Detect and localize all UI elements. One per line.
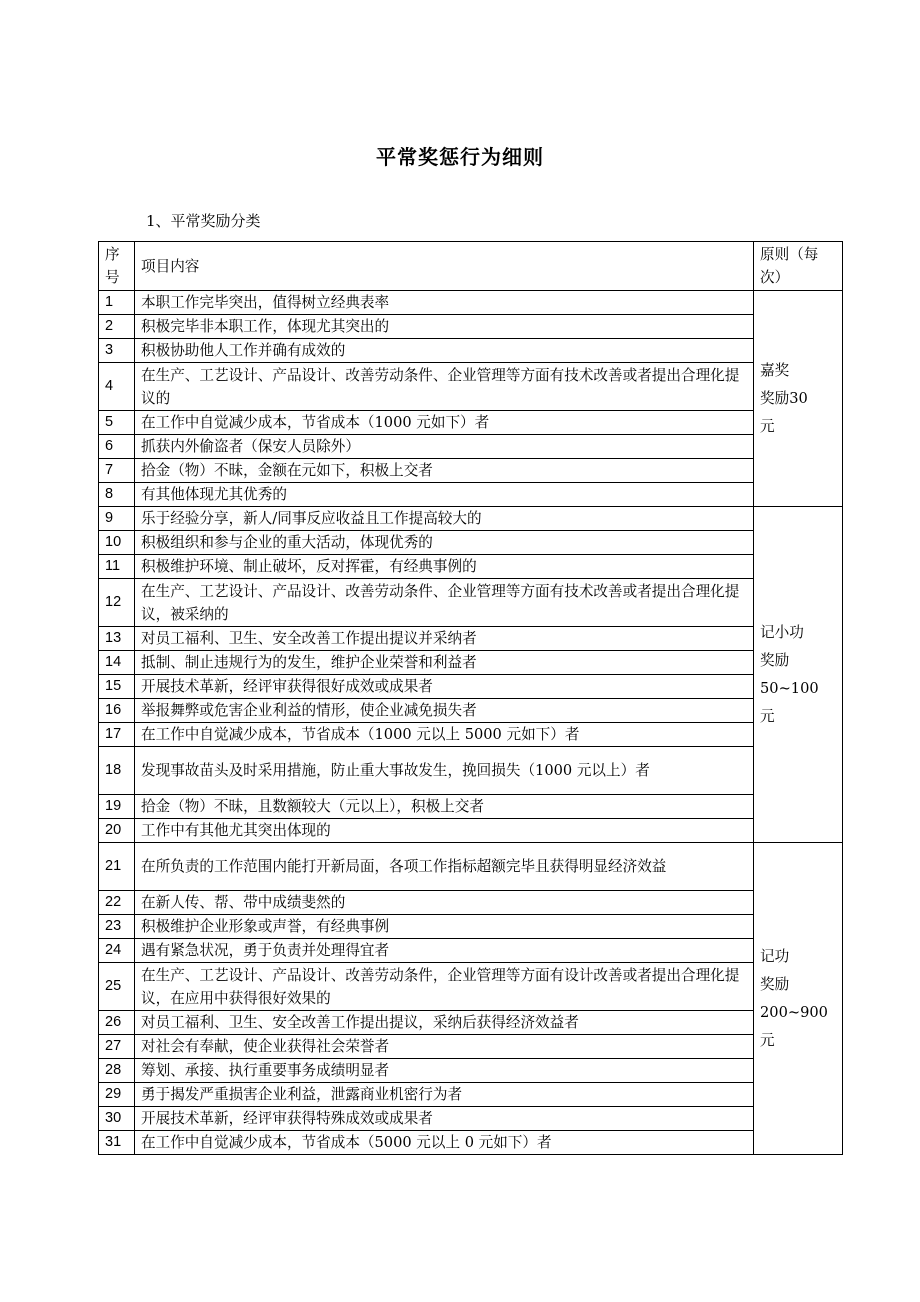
table-row: [99, 411, 843, 435]
row-content: 本职工作完毕突出，值得树立经典表率: [135, 291, 754, 315]
row-number: 9: [99, 507, 135, 531]
table-row: [99, 291, 843, 315]
header-rule: 原则（每次）: [754, 242, 843, 291]
row-number: 12: [99, 579, 135, 627]
row-content: 拾金（物）不昧，且数额较大（元以上），积极上交者: [135, 795, 754, 819]
row-number: 14: [99, 651, 135, 675]
row-number: 18: [99, 747, 135, 795]
row-content: 在生产、工艺设计、产品设计、改善劳动条件，企业管理等方面有设计改善或者提出合理化提议，在应用中获得很好效果的: [135, 963, 754, 1011]
row-number: 2: [99, 315, 135, 339]
row-content: 积极维护环境、制止破坏，反对挥霍，有经典事例的: [135, 555, 754, 579]
row-content: 开展技术革新，经评审获得特殊成效或成果者: [135, 1107, 754, 1131]
row-number: 3: [99, 339, 135, 363]
row-content: 勇于揭发严重损害企业利益，泄露商业机密行为者: [135, 1083, 754, 1107]
row-content: 开展技术革新，经评审获得很好成效或成果者: [135, 675, 754, 699]
row-number: 1: [99, 291, 135, 315]
table-row: [99, 507, 843, 531]
row-number: 27: [99, 1035, 135, 1059]
header-num: 序号: [99, 242, 135, 291]
reward-rules-table: [98, 241, 843, 1155]
table-row: [99, 483, 843, 507]
row-number: 24: [99, 939, 135, 963]
row-content: 发现事故苗头及时采用措施，防止重大事故发生，挽回损失（1000 元以上）者: [135, 747, 754, 795]
row-number: 19: [99, 795, 135, 819]
reward-rule: 嘉奖 奖励30 元: [754, 291, 843, 507]
row-content: 对员工福利、卫生、安全改善工作提出提议，采纳后获得经济效益者: [135, 1011, 754, 1035]
row-number: 28: [99, 1059, 135, 1083]
row-number: 6: [99, 435, 135, 459]
reward-rule: 记小功 奖励 50~100 元: [754, 507, 843, 843]
row-content: 积极维护企业形象或声誉，有经典事例: [135, 915, 754, 939]
row-content: 对员工福利、卫生、安全改善工作提出提议并采纳者: [135, 627, 754, 651]
row-content: 在工作中自觉减少成本，节省成本（1000 元如下）者: [135, 411, 754, 435]
row-number: 31: [99, 1131, 135, 1155]
row-content: 积极完毕非本职工作，体现尤其突出的: [135, 315, 754, 339]
table-row: [99, 651, 843, 675]
row-number: 4: [99, 363, 135, 411]
page-title: 平常奖惩行为细则: [376, 145, 544, 169]
table-row: [99, 723, 843, 747]
reward-rules-body: [99, 242, 843, 1155]
table-row: [99, 1059, 843, 1083]
row-number: 8: [99, 483, 135, 507]
row-content: 遇有紧急状况，勇于负责并处理得宜者: [135, 939, 754, 963]
table-row: [99, 1107, 843, 1131]
table-row: [99, 843, 843, 891]
table-row: [99, 579, 843, 627]
row-number: 10: [99, 531, 135, 555]
table-row: [99, 1083, 843, 1107]
table-row: [99, 1011, 843, 1035]
row-number: 15: [99, 675, 135, 699]
row-number: 25: [99, 963, 135, 1011]
table-row: [99, 531, 843, 555]
table-row: [99, 1131, 843, 1155]
row-content: 抓获内外偷盗者（保安人员除外）: [135, 435, 754, 459]
row-content: 抵制、制止违规行为的发生，维护企业荣誉和利益者: [135, 651, 754, 675]
table-row: [99, 939, 843, 963]
row-number: 21: [99, 843, 135, 891]
row-content: 在工作中自觉减少成本，节省成本（5000 元以上 0 元如下）者: [135, 1131, 754, 1155]
table-row: [99, 963, 843, 1011]
table-row: [99, 315, 843, 339]
table-row: [99, 747, 843, 795]
row-content: 拾金（物）不昧，金额在元如下，积极上交者: [135, 459, 754, 483]
table-row: [99, 363, 843, 411]
row-number: 20: [99, 819, 135, 843]
row-number: 26: [99, 1011, 135, 1035]
table-row: [99, 627, 843, 651]
table-row: [99, 555, 843, 579]
row-number: 13: [99, 627, 135, 651]
reward-rule: 记功 奖励 200~900 元: [754, 843, 843, 1155]
table-row: [99, 675, 843, 699]
header-content: 项目内容: [135, 242, 754, 291]
table-header-row: [99, 242, 843, 291]
row-content: 在新人传、帮、带中成绩斐然的: [135, 891, 754, 915]
row-content: 对社会有奉献，使企业获得社会荣誉者: [135, 1035, 754, 1059]
row-number: 17: [99, 723, 135, 747]
row-number: 22: [99, 891, 135, 915]
row-content: 有其他体现尤其优秀的: [135, 483, 754, 507]
row-content: 积极组织和参与企业的重大活动，体现优秀的: [135, 531, 754, 555]
table-row: [99, 1035, 843, 1059]
table-row: [99, 915, 843, 939]
table-row: [99, 699, 843, 723]
row-content: 在生产、工艺设计、产品设计、改善劳动条件、企业管理等方面有技术改善或者提出合理化提议的: [135, 363, 754, 411]
row-number: 5: [99, 411, 135, 435]
table-row: [99, 435, 843, 459]
row-content: 举报舞弊或危害企业利益的情形，使企业减免损失者: [135, 699, 754, 723]
table-row: [99, 819, 843, 843]
row-number: 30: [99, 1107, 135, 1131]
row-number: 7: [99, 459, 135, 483]
row-content: 乐于经验分享，新人/同事反应收益且工作提高较大的: [135, 507, 754, 531]
row-number: 16: [99, 699, 135, 723]
row-content: 在所负责的工作范围内能打开新局面，各项工作指标超额完毕且获得明显经济效益: [135, 843, 754, 891]
section-heading: 1、平常奖励分类: [146, 212, 261, 230]
table-row: [99, 459, 843, 483]
table-row: [99, 339, 843, 363]
table-row: [99, 795, 843, 819]
row-content: 在工作中自觉减少成本，节省成本（1000 元以上 5000 元如下）者: [135, 723, 754, 747]
row-number: 29: [99, 1083, 135, 1107]
row-content: 积极协助他人工作并确有成效的: [135, 339, 754, 363]
row-content: 工作中有其他尤其突出体现的: [135, 819, 754, 843]
row-content: 筹划、承接、执行重要事务成绩明显者: [135, 1059, 754, 1083]
row-content: 在生产、工艺设计、产品设计、改善劳动条件、企业管理等方面有技术改善或者提出合理化提议，被采纳的: [135, 579, 754, 627]
row-number: 11: [99, 555, 135, 579]
table-row: [99, 891, 843, 915]
row-number: 23: [99, 915, 135, 939]
